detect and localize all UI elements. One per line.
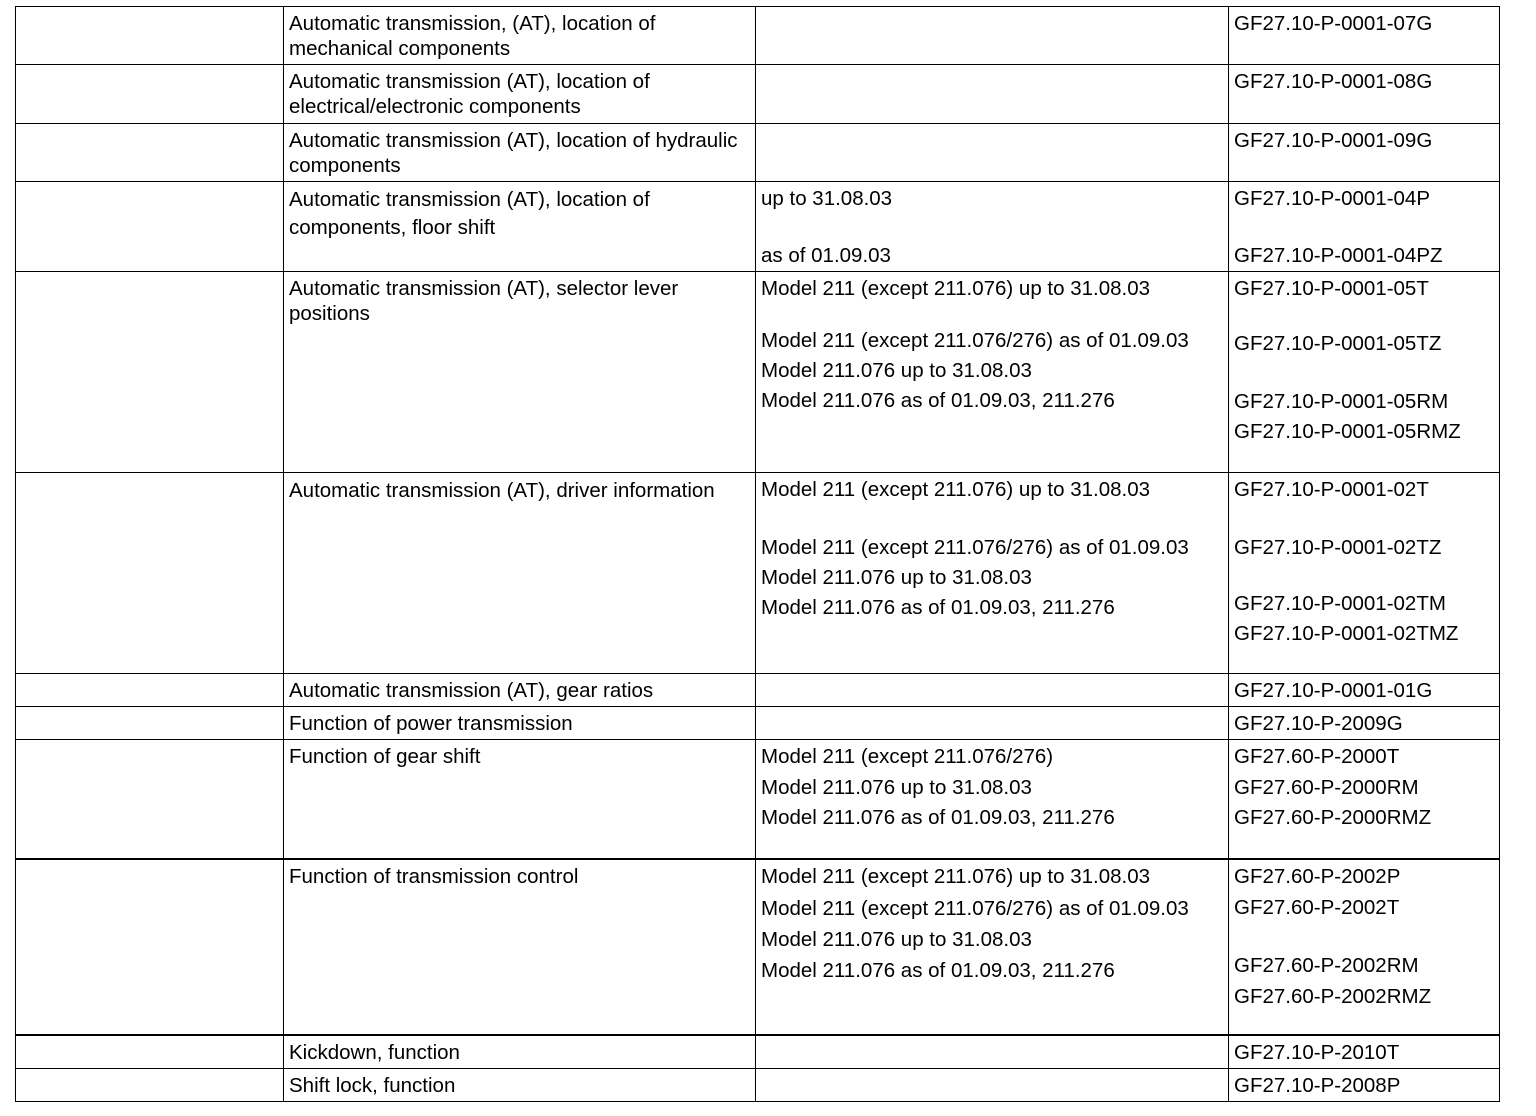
- document-number: GF27.10-P-0001-02TM: [1234, 592, 1446, 615]
- description-cell: [284, 1035, 756, 1069]
- document-number: GF27.10-P-0001-02TMZ: [1234, 622, 1459, 645]
- description-cell: [284, 182, 756, 272]
- condition-cell: [756, 859, 1229, 1035]
- description-cell: [284, 859, 756, 1035]
- table-row: [16, 7, 1500, 65]
- condition-text: Model 211 (except 211.076/276) as of 01.09.03: [761, 896, 1189, 920]
- condition-text: Model 211.076 as of 01.09.03, 211.276: [761, 958, 1115, 982]
- condition-cell: [756, 124, 1229, 182]
- document-number: GF27.10-P-0001-05T: [1234, 277, 1429, 300]
- document-number: GF27.60-P-2002RMZ: [1234, 984, 1432, 1008]
- empty-cell: [16, 1068, 284, 1101]
- document-number: GF27.60-P-2000RM: [1234, 776, 1419, 799]
- document-number: GF27.60-P-2002T: [1234, 895, 1400, 919]
- empty-cell: [16, 707, 284, 740]
- description-text: Automatic transmission (AT), gear ratios: [289, 679, 654, 702]
- document-number: GF27.60-P-2002P: [1234, 864, 1401, 888]
- condition-cell: [756, 1035, 1229, 1069]
- table-row: [16, 1068, 1500, 1101]
- document-cell: [1229, 1035, 1500, 1069]
- document-cell: [1229, 124, 1500, 182]
- document-number: GF27.10-P-0001-05RMZ: [1234, 420, 1461, 443]
- document-number: GF27.10-P-0001-07G: [1234, 12, 1433, 35]
- condition-text: Model 211 (except 211.076/276): [761, 745, 1054, 768]
- document-number: GF27.60-P-2000RMZ: [1234, 806, 1432, 829]
- condition-text: Model 211 (except 211.076/276) as of 01.09.03: [761, 329, 1189, 352]
- description-cell: [284, 473, 756, 674]
- document-cell: [1229, 740, 1500, 859]
- description-cell: [284, 124, 756, 182]
- table-row: [16, 1035, 1500, 1069]
- document-number: GF27.10-P-0001-09G: [1234, 129, 1433, 152]
- document-number: GF27.10-P-0001-01G: [1234, 679, 1433, 702]
- document-cell: [1229, 65, 1500, 124]
- document-cell: [1229, 182, 1500, 272]
- description-text: Automatic transmission (AT), location of components, floor shift: [289, 188, 650, 239]
- condition-text: Model 211.076 as of 01.09.03, 211.276: [761, 596, 1115, 619]
- condition-cell: [756, 182, 1229, 272]
- description-cell: [284, 272, 756, 473]
- document-number: GF27.10-P-0001-02T: [1234, 478, 1429, 501]
- condition-text: Model 211.076 as of 01.09.03, 211.276: [761, 806, 1115, 829]
- description-cell: [284, 674, 756, 707]
- condition-text: Model 211.076 up to 31.08.03: [761, 927, 1032, 951]
- condition-cell: [756, 707, 1229, 740]
- document-number: GF27.10-P-0001-05TZ: [1234, 332, 1442, 355]
- description-text: Automatic transmission (AT), selector lever positions: [289, 277, 679, 325]
- document-cell: [1229, 272, 1500, 473]
- document-cell: [1229, 707, 1500, 740]
- condition-text: Model 211.076 up to 31.08.03: [761, 776, 1032, 799]
- table-row: [16, 674, 1500, 707]
- condition-text: Model 211.076 up to 31.08.03: [761, 566, 1032, 589]
- document-cell: [1229, 473, 1500, 674]
- description-text: Automatic transmission (AT), driver information: [289, 479, 715, 502]
- description-text: Automatic transmission, (AT), location of mechanical components: [289, 12, 656, 60]
- empty-cell: [16, 7, 284, 65]
- condition-cell: [756, 1068, 1229, 1101]
- document-cell: [1229, 1068, 1500, 1101]
- table-row: [16, 473, 1500, 674]
- empty-cell: [16, 473, 284, 674]
- condition-cell: [756, 272, 1229, 473]
- description-cell: [284, 740, 756, 859]
- condition-text: as of 01.09.03: [761, 244, 891, 267]
- condition-text: Model 211.076 up to 31.08.03: [761, 359, 1032, 382]
- condition-cell: [756, 674, 1229, 707]
- document-cell: [1229, 859, 1500, 1035]
- description-text: Automatic transmission (AT), location of electrical/electronic components: [289, 70, 650, 118]
- table-row: [16, 272, 1500, 473]
- description-cell: [284, 1068, 756, 1101]
- empty-cell: [16, 124, 284, 182]
- description-text: Automatic transmission (AT), location of hydraulic components: [289, 129, 738, 177]
- table-row: [16, 124, 1500, 182]
- empty-cell: [16, 674, 284, 707]
- description-text: Function of power transmission: [289, 712, 573, 735]
- document-number: GF27.60-P-2002RM: [1234, 953, 1419, 977]
- condition-cell: [756, 740, 1229, 859]
- description-cell: [284, 707, 756, 740]
- condition-text: Model 211 (except 211.076) up to 31.08.03: [761, 478, 1151, 501]
- table-body: [16, 7, 1500, 1102]
- condition-cell: [756, 473, 1229, 674]
- description-text: Function of gear shift: [289, 745, 481, 768]
- description-cell: [284, 7, 756, 65]
- empty-cell: [16, 1035, 284, 1069]
- empty-cell: [16, 182, 284, 272]
- document-number: GF27.60-P-2000T: [1234, 745, 1400, 768]
- document-number: GF27.10-P-0001-02TZ: [1234, 536, 1442, 559]
- description-text: Function of transmission control: [289, 864, 579, 888]
- document-number: GF27.10-P-2010T: [1234, 1040, 1400, 1064]
- document-number: GF27.10-P-0001-05RM: [1234, 390, 1449, 413]
- empty-cell: [16, 65, 284, 124]
- empty-cell: [16, 740, 284, 859]
- condition-text: Model 211 (except 211.076) up to 31.08.03: [761, 277, 1151, 300]
- condition-text: Model 211 (except 211.076/276) as of 01.09.03: [761, 536, 1189, 559]
- document-number: GF27.10-P-0001-04P: [1234, 187, 1431, 210]
- document-number: GF27.10-P-0001-04PZ: [1234, 244, 1443, 267]
- document-number: GF27.10-P-2008P: [1234, 1073, 1401, 1097]
- table-row: [16, 740, 1500, 859]
- document-number: GF27.10-P-0001-08G: [1234, 70, 1433, 93]
- table-row: [16, 707, 1500, 740]
- description-text: Shift lock, function: [289, 1073, 456, 1097]
- condition-cell: [756, 7, 1229, 65]
- document-cell: [1229, 674, 1500, 707]
- description-cell: [284, 65, 756, 124]
- table-row: [16, 182, 1500, 272]
- empty-cell: [16, 272, 284, 473]
- document-reference-table: [15, 6, 1500, 1102]
- table-row: [16, 65, 1500, 124]
- empty-cell: [16, 859, 284, 1035]
- condition-text: Model 211 (except 211.076) up to 31.08.03: [761, 864, 1151, 888]
- document-number: GF27.10-P-2009G: [1234, 712, 1403, 735]
- condition-text: up to 31.08.03: [761, 187, 893, 210]
- description-text: Kickdown, function: [289, 1040, 460, 1064]
- table-row: [16, 859, 1500, 1035]
- document-cell: [1229, 7, 1500, 65]
- condition-text: Model 211.076 as of 01.09.03, 211.276: [761, 389, 1115, 412]
- condition-cell: [756, 65, 1229, 124]
